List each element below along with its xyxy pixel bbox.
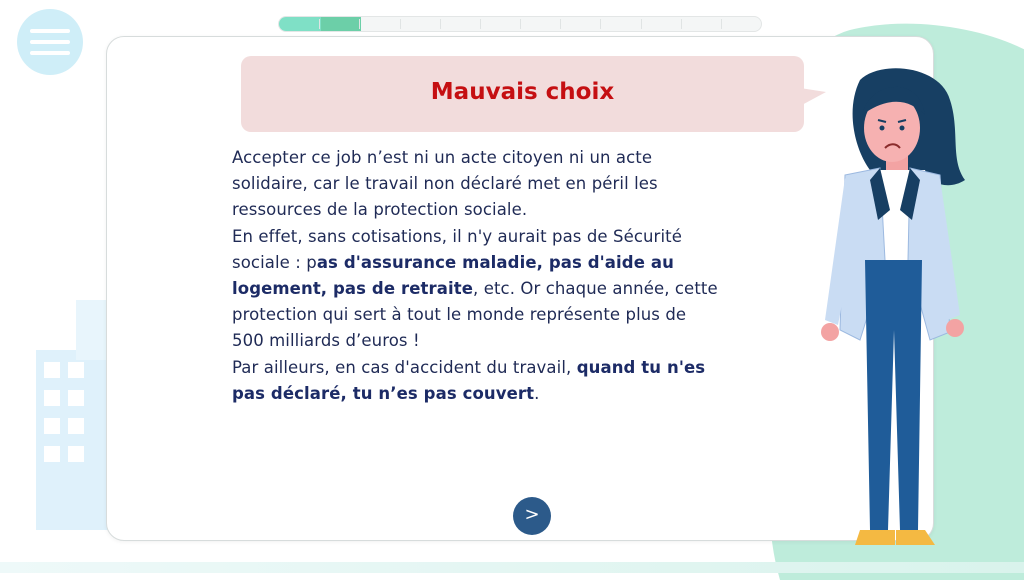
character-illustration: [800, 60, 990, 560]
text-segment: solidaire, car le travail non déclaré met en péril les: [232, 174, 658, 194]
menu-icon-bar: [30, 51, 70, 55]
text-segment: Par ailleurs, en cas d'accident du travail,: [232, 357, 577, 377]
text-segment: , etc. Or chaque année, cette: [473, 279, 718, 299]
explanation-line: [232, 250, 777, 276]
explanation-line: [232, 197, 777, 223]
next-button[interactable]: >: [513, 497, 551, 535]
text-segment: Accepter ce job n’est ni un acte citoyen ni un acte: [232, 148, 653, 167]
menu-icon-bar: [30, 40, 70, 44]
text-segment: sociale : p: [232, 252, 317, 272]
progress-segment-current: [321, 17, 361, 31]
progress-tick: [600, 19, 601, 29]
building-illustration: [36, 300, 116, 530]
result-title: Mauvais choix: [430, 79, 615, 105]
menu-button[interactable]: [17, 9, 83, 75]
explanation-line: [232, 381, 777, 407]
progress-bar: [278, 16, 762, 32]
text-segment: ressources de la protection sociale.: [232, 200, 528, 220]
progress-tick: [641, 19, 642, 29]
text-segment: .: [534, 383, 540, 403]
explanation-text: [232, 145, 777, 407]
progress-tick: [319, 19, 320, 29]
progress-tick: [440, 19, 441, 29]
emphasized-text: as d'assurance maladie, pas d'aide au: [316, 252, 674, 272]
progress-tick: [480, 19, 481, 29]
progress-tick: [721, 19, 722, 29]
text-segment: 500 milliards d’euros !: [232, 331, 420, 351]
progress-tick: [681, 19, 682, 29]
emphasized-text: logement, pas de retraite: [232, 279, 474, 299]
speech-bubble: [241, 56, 804, 132]
progress-segment-complete: [279, 17, 321, 31]
progress-tick: [520, 19, 521, 29]
explanation-line: [232, 171, 777, 197]
explanation-line: [232, 145, 777, 171]
progress-tick: [359, 19, 360, 29]
text-segment: protection qui sert à tout le monde représente plus de: [232, 305, 687, 325]
progress-fill: [279, 17, 361, 31]
explanation-line: [232, 355, 777, 381]
explanation-line: [232, 328, 777, 354]
explanation-line: [232, 224, 777, 250]
emphasized-text: quand tu n'es: [576, 357, 706, 377]
text-segment: En effet, sans cotisations, il n'y aurait pas de Sécurité: [232, 226, 682, 246]
explanation-line: [232, 276, 777, 302]
emphasized-text: pas déclaré, tu n’es pas couvert: [232, 383, 535, 403]
bottom-band: [0, 562, 1024, 573]
explanation-line: [232, 302, 777, 328]
progress-tick: [560, 19, 561, 29]
progress-tick: [400, 19, 401, 29]
menu-icon-bar: [30, 29, 70, 33]
